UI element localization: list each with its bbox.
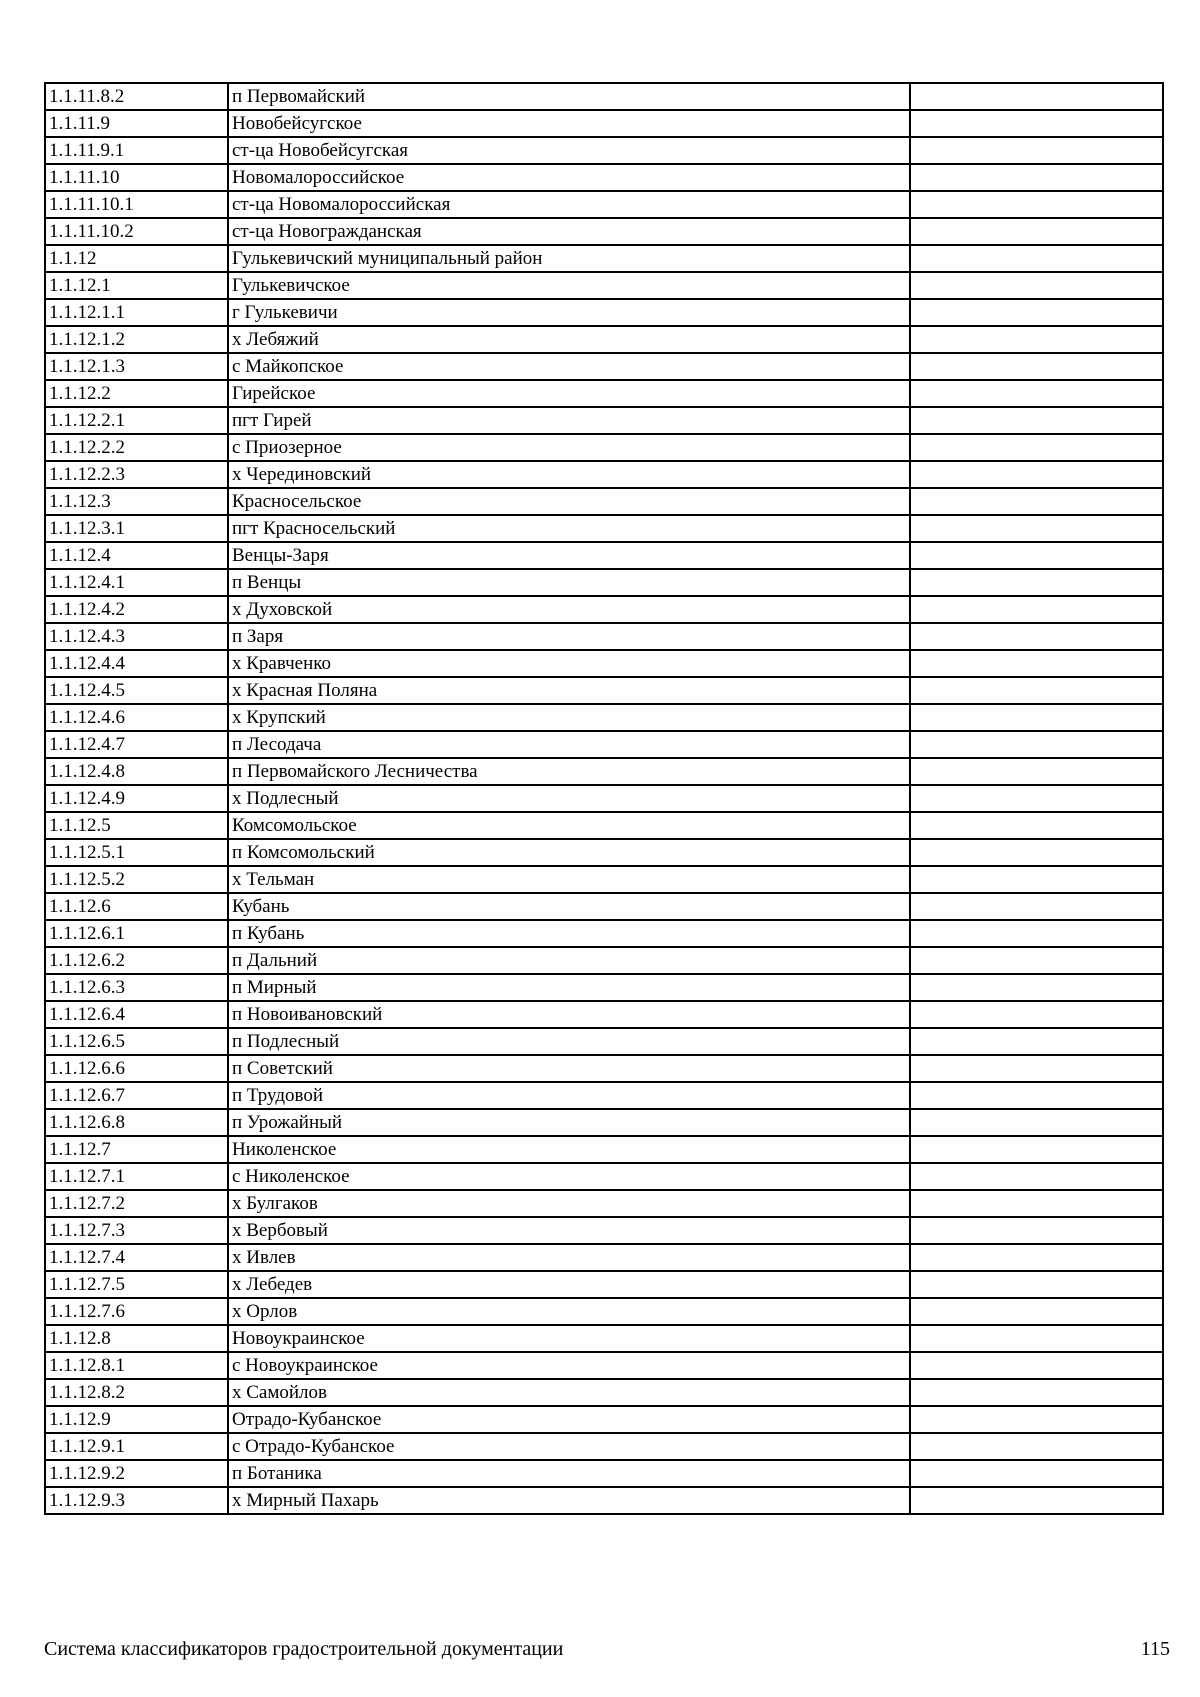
- row-empty-cell: [910, 1433, 1163, 1460]
- row-empty-cell: [910, 569, 1163, 596]
- table-row: [45, 1028, 1163, 1055]
- row-code-cell: 1.1.11.10: [45, 164, 228, 191]
- row-code-cell: 1.1.12.7.1: [45, 1163, 228, 1190]
- row-code-cell: 1.1.11.9.1: [45, 137, 228, 164]
- row-code-cell: 1.1.12.8.1: [45, 1352, 228, 1379]
- row-empty-cell: [910, 623, 1163, 650]
- row-name-cell: с Новоукраинское: [228, 1352, 910, 1379]
- row-code-cell: 1.1.12.5.1: [45, 839, 228, 866]
- row-code-cell: 1.1.12.8.2: [45, 1379, 228, 1406]
- row-name-cell: п Первомайского Лесничества: [228, 758, 910, 785]
- row-empty-cell: [910, 1028, 1163, 1055]
- table-row: [45, 299, 1163, 326]
- row-empty-cell: [910, 1379, 1163, 1406]
- row-code-cell: 1.1.12.4.8: [45, 758, 228, 785]
- row-name-cell: п Комсомольский: [228, 839, 910, 866]
- row-code-cell: 1.1.12.6.2: [45, 947, 228, 974]
- row-name-cell: Гулькевичское: [228, 272, 910, 299]
- row-code-cell: 1.1.12.6: [45, 893, 228, 920]
- row-name-cell: Гирейское: [228, 380, 910, 407]
- row-empty-cell: [910, 218, 1163, 245]
- row-code-cell: 1.1.12.4.4: [45, 650, 228, 677]
- table-row: [45, 1001, 1163, 1028]
- row-code-cell: 1.1.12.7.2: [45, 1190, 228, 1217]
- row-empty-cell: [910, 1487, 1163, 1514]
- table-row: [45, 218, 1163, 245]
- row-code-cell: 1.1.12.2.2: [45, 434, 228, 461]
- row-empty-cell: [910, 1055, 1163, 1082]
- row-empty-cell: [910, 812, 1163, 839]
- row-empty-cell: [910, 299, 1163, 326]
- row-empty-cell: [910, 191, 1163, 218]
- row-code-cell: 1.1.12.9: [45, 1406, 228, 1433]
- table-row: [45, 1352, 1163, 1379]
- row-name-cell: х Вербовый: [228, 1217, 910, 1244]
- row-name-cell: Красносельское: [228, 488, 910, 515]
- table-row: [45, 245, 1163, 272]
- row-empty-cell: [910, 758, 1163, 785]
- table-row: [45, 488, 1163, 515]
- row-code-cell: 1.1.12.6.6: [45, 1055, 228, 1082]
- row-name-cell: х Черединовский: [228, 461, 910, 488]
- table-row: [45, 407, 1163, 434]
- row-code-cell: 1.1.12.7.4: [45, 1244, 228, 1271]
- row-empty-cell: [910, 893, 1163, 920]
- row-empty-cell: [910, 866, 1163, 893]
- classifier-table-body: [45, 83, 1163, 1514]
- row-name-cell: п Дальний: [228, 947, 910, 974]
- row-name-cell: с Приозерное: [228, 434, 910, 461]
- row-code-cell: 1.1.12.7.3: [45, 1217, 228, 1244]
- row-name-cell: п Советский: [228, 1055, 910, 1082]
- row-name-cell: Гулькевичский муниципальный район: [228, 245, 910, 272]
- row-empty-cell: [910, 272, 1163, 299]
- row-code-cell: 1.1.12.2.1: [45, 407, 228, 434]
- row-empty-cell: [910, 1082, 1163, 1109]
- table-row: [45, 1271, 1163, 1298]
- row-code-cell: 1.1.12.1: [45, 272, 228, 299]
- row-code-cell: 1.1.12.5: [45, 812, 228, 839]
- row-empty-cell: [910, 596, 1163, 623]
- row-name-cell: п Венцы: [228, 569, 910, 596]
- row-empty-cell: [910, 1244, 1163, 1271]
- row-empty-cell: [910, 1298, 1163, 1325]
- row-name-cell: п Ботаника: [228, 1460, 910, 1487]
- table-row: [45, 83, 1163, 110]
- row-empty-cell: [910, 947, 1163, 974]
- row-empty-cell: [910, 785, 1163, 812]
- row-empty-cell: [910, 704, 1163, 731]
- classifier-table-container: [44, 82, 1162, 1515]
- row-empty-cell: [910, 542, 1163, 569]
- table-row: [45, 785, 1163, 812]
- row-name-cell: п Лесодача: [228, 731, 910, 758]
- row-empty-cell: [910, 1001, 1163, 1028]
- row-name-cell: п Заря: [228, 623, 910, 650]
- table-row: [45, 1190, 1163, 1217]
- table-row: [45, 947, 1163, 974]
- table-row: [45, 326, 1163, 353]
- table-row: [45, 1163, 1163, 1190]
- footer-document-title: Система классификаторов градостроительной документации: [44, 1638, 564, 1660]
- table-row: [45, 1298, 1163, 1325]
- row-name-cell: х Орлов: [228, 1298, 910, 1325]
- row-name-cell: п Урожайный: [228, 1109, 910, 1136]
- row-name-cell: Отрадо-Кубанское: [228, 1406, 910, 1433]
- row-empty-cell: [910, 1271, 1163, 1298]
- row-code-cell: 1.1.12.9.2: [45, 1460, 228, 1487]
- table-row: [45, 191, 1163, 218]
- row-code-cell: 1.1.12.9.1: [45, 1433, 228, 1460]
- row-code-cell: 1.1.12.7.5: [45, 1271, 228, 1298]
- row-code-cell: 1.1.12.6.3: [45, 974, 228, 1001]
- table-row: [45, 434, 1163, 461]
- table-row: [45, 812, 1163, 839]
- row-empty-cell: [910, 1325, 1163, 1352]
- row-name-cell: с Николенское: [228, 1163, 910, 1190]
- row-name-cell: ст-ца Новогражданская: [228, 218, 910, 245]
- row-empty-cell: [910, 1109, 1163, 1136]
- table-row: [45, 1244, 1163, 1271]
- row-code-cell: 1.1.11.8.2: [45, 83, 228, 110]
- table-row: [45, 866, 1163, 893]
- row-empty-cell: [910, 1163, 1163, 1190]
- table-row: [45, 974, 1163, 1001]
- row-empty-cell: [910, 380, 1163, 407]
- row-empty-cell: [910, 407, 1163, 434]
- row-code-cell: 1.1.12.4.3: [45, 623, 228, 650]
- table-row: [45, 920, 1163, 947]
- table-row: [45, 1109, 1163, 1136]
- row-name-cell: г Гулькевичи: [228, 299, 910, 326]
- row-code-cell: 1.1.12.4.9: [45, 785, 228, 812]
- row-name-cell: х Ивлев: [228, 1244, 910, 1271]
- row-name-cell: п Мирный: [228, 974, 910, 1001]
- row-empty-cell: [910, 650, 1163, 677]
- row-name-cell: х Тельман: [228, 866, 910, 893]
- table-row: [45, 1055, 1163, 1082]
- row-empty-cell: [910, 353, 1163, 380]
- table-row: [45, 1136, 1163, 1163]
- row-name-cell: с Отрадо-Кубанское: [228, 1433, 910, 1460]
- row-name-cell: х Подлесный: [228, 785, 910, 812]
- table-row: [45, 569, 1163, 596]
- row-empty-cell: [910, 1460, 1163, 1487]
- row-code-cell: 1.1.12: [45, 245, 228, 272]
- row-empty-cell: [910, 326, 1163, 353]
- row-empty-cell: [910, 245, 1163, 272]
- table-row: [45, 1460, 1163, 1487]
- table-row: [45, 1487, 1163, 1514]
- page-number: 115: [1140, 1638, 1170, 1660]
- row-empty-cell: [910, 488, 1163, 515]
- row-empty-cell: [910, 461, 1163, 488]
- row-empty-cell: [910, 1406, 1163, 1433]
- row-code-cell: 1.1.12.4.5: [45, 677, 228, 704]
- row-name-cell: Новобейсугское: [228, 110, 910, 137]
- row-name-cell: Венцы-Заря: [228, 542, 910, 569]
- row-name-cell: х Лебяжий: [228, 326, 910, 353]
- row-empty-cell: [910, 137, 1163, 164]
- table-row: [45, 164, 1163, 191]
- row-code-cell: 1.1.12.3: [45, 488, 228, 515]
- row-name-cell: ст-ца Новомалороссийская: [228, 191, 910, 218]
- row-name-cell: х Самойлов: [228, 1379, 910, 1406]
- row-name-cell: Новоукраинское: [228, 1325, 910, 1352]
- table-row: [45, 596, 1163, 623]
- table-row: [45, 515, 1163, 542]
- row-name-cell: х Мирный Пахарь: [228, 1487, 910, 1514]
- row-name-cell: Николенское: [228, 1136, 910, 1163]
- row-empty-cell: [910, 164, 1163, 191]
- row-code-cell: 1.1.12.7: [45, 1136, 228, 1163]
- table-row: [45, 1379, 1163, 1406]
- row-code-cell: 1.1.12.5.2: [45, 866, 228, 893]
- row-code-cell: 1.1.12.6.5: [45, 1028, 228, 1055]
- row-code-cell: 1.1.12.7.6: [45, 1298, 228, 1325]
- row-empty-cell: [910, 515, 1163, 542]
- row-code-cell: 1.1.11.10.2: [45, 218, 228, 245]
- table-row: [45, 1406, 1163, 1433]
- row-code-cell: 1.1.11.9: [45, 110, 228, 137]
- row-empty-cell: [910, 839, 1163, 866]
- row-empty-cell: [910, 920, 1163, 947]
- table-row: [45, 1325, 1163, 1352]
- row-name-cell: х Духовской: [228, 596, 910, 623]
- row-name-cell: п Подлесный: [228, 1028, 910, 1055]
- row-name-cell: Новомалороссийское: [228, 164, 910, 191]
- table-row: [45, 839, 1163, 866]
- table-row: [45, 1217, 1163, 1244]
- row-code-cell: 1.1.12.4.1: [45, 569, 228, 596]
- table-row: [45, 1082, 1163, 1109]
- table-row: [45, 353, 1163, 380]
- row-empty-cell: [910, 974, 1163, 1001]
- row-code-cell: 1.1.12.6.8: [45, 1109, 228, 1136]
- row-name-cell: х Крупский: [228, 704, 910, 731]
- row-name-cell: х Красная Поляна: [228, 677, 910, 704]
- row-code-cell: 1.1.12.6.4: [45, 1001, 228, 1028]
- row-code-cell: 1.1.12.4.7: [45, 731, 228, 758]
- row-code-cell: 1.1.12.2.3: [45, 461, 228, 488]
- row-empty-cell: [910, 110, 1163, 137]
- row-name-cell: п Новоивановский: [228, 1001, 910, 1028]
- table-row: [45, 677, 1163, 704]
- row-code-cell: 1.1.12.4.6: [45, 704, 228, 731]
- row-empty-cell: [910, 677, 1163, 704]
- row-code-cell: 1.1.12.4: [45, 542, 228, 569]
- table-row: [45, 137, 1163, 164]
- row-code-cell: 1.1.12.3.1: [45, 515, 228, 542]
- table-row: [45, 380, 1163, 407]
- row-code-cell: 1.1.12.2: [45, 380, 228, 407]
- classifier-table: [44, 82, 1164, 1515]
- row-empty-cell: [910, 1136, 1163, 1163]
- row-name-cell: х Булгаков: [228, 1190, 910, 1217]
- row-empty-cell: [910, 83, 1163, 110]
- row-name-cell: ст-ца Новобейсугская: [228, 137, 910, 164]
- row-code-cell: 1.1.11.10.1: [45, 191, 228, 218]
- row-empty-cell: [910, 1190, 1163, 1217]
- row-name-cell: Кубань: [228, 893, 910, 920]
- row-code-cell: 1.1.12.8: [45, 1325, 228, 1352]
- row-code-cell: 1.1.12.1.2: [45, 326, 228, 353]
- row-name-cell: х Кравченко: [228, 650, 910, 677]
- row-empty-cell: [910, 1217, 1163, 1244]
- table-row: [45, 758, 1163, 785]
- table-row: [45, 731, 1163, 758]
- table-row: [45, 623, 1163, 650]
- row-name-cell: х Лебедев: [228, 1271, 910, 1298]
- row-code-cell: 1.1.12.6.7: [45, 1082, 228, 1109]
- row-empty-cell: [910, 731, 1163, 758]
- table-row: [45, 1433, 1163, 1460]
- row-code-cell: 1.1.12.9.3: [45, 1487, 228, 1514]
- table-row: [45, 272, 1163, 299]
- table-row: [45, 110, 1163, 137]
- row-name-cell: п Кубань: [228, 920, 910, 947]
- row-empty-cell: [910, 1352, 1163, 1379]
- row-name-cell: с Майкопское: [228, 353, 910, 380]
- row-code-cell: 1.1.12.1.1: [45, 299, 228, 326]
- row-name-cell: пгт Гирей: [228, 407, 910, 434]
- row-code-cell: 1.1.12.4.2: [45, 596, 228, 623]
- table-row: [45, 893, 1163, 920]
- row-name-cell: п Трудовой: [228, 1082, 910, 1109]
- row-code-cell: 1.1.12.1.3: [45, 353, 228, 380]
- row-name-cell: пгт Красносельский: [228, 515, 910, 542]
- row-name-cell: Комсомольское: [228, 812, 910, 839]
- table-row: [45, 542, 1163, 569]
- row-code-cell: 1.1.12.6.1: [45, 920, 228, 947]
- row-empty-cell: [910, 434, 1163, 461]
- table-row: [45, 650, 1163, 677]
- table-row: [45, 461, 1163, 488]
- table-row: [45, 704, 1163, 731]
- row-name-cell: п Первомайский: [228, 83, 910, 110]
